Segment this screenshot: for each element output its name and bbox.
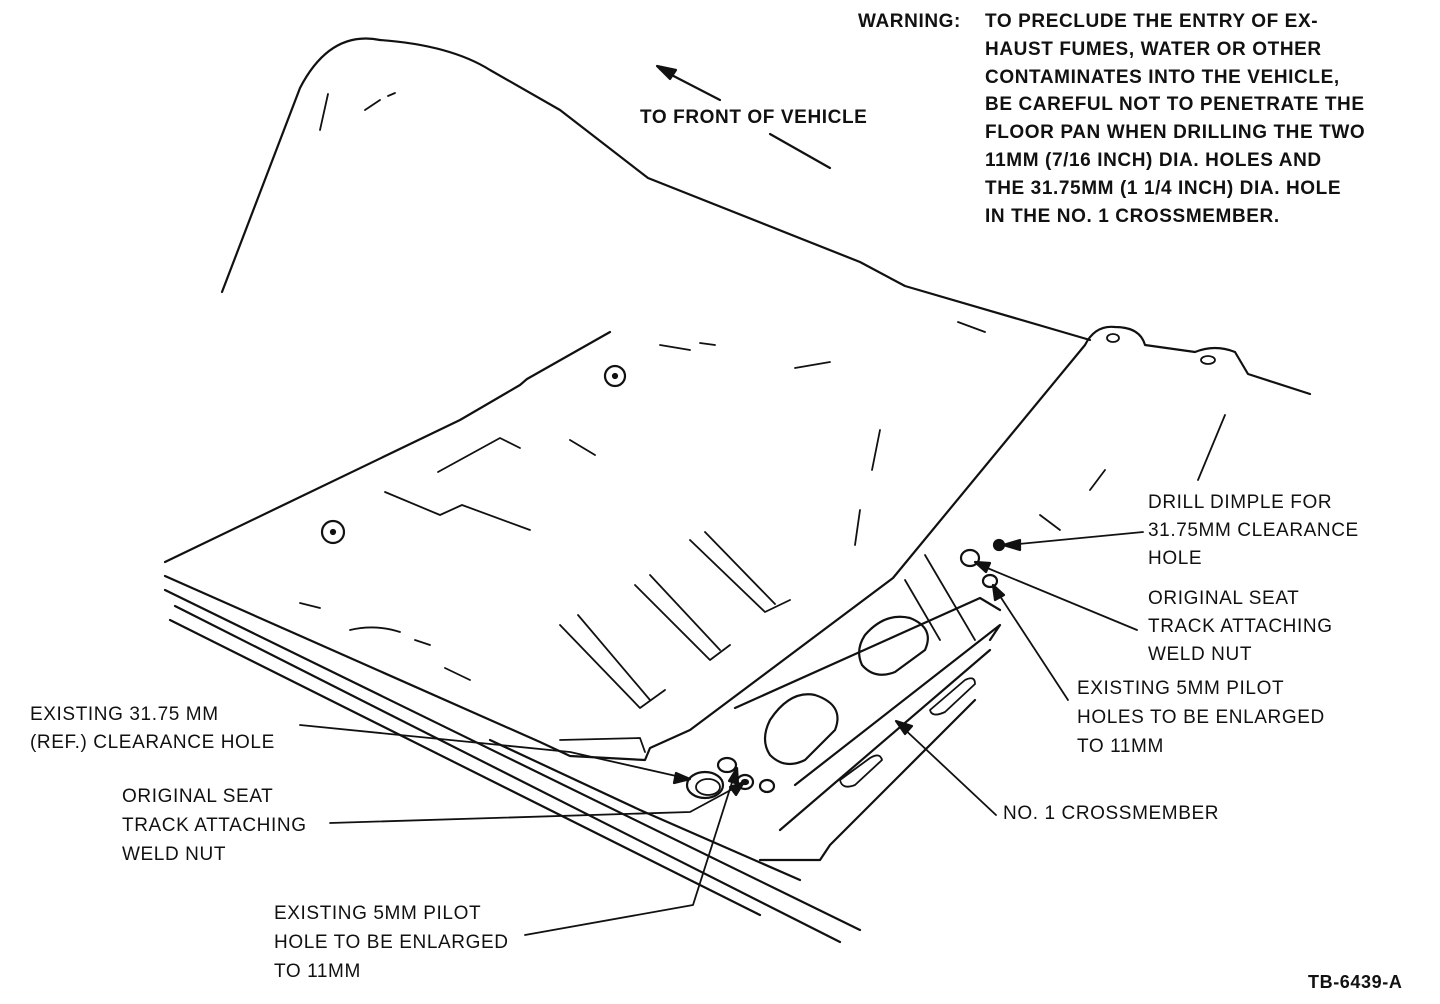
label-line: 31.75MM CLEARANCE xyxy=(1148,520,1359,541)
front-arrow-head xyxy=(657,66,676,79)
leader-drill-dimple xyxy=(1008,532,1143,545)
label-line: WELD NUT xyxy=(1148,644,1253,665)
crossmember-bottom xyxy=(760,700,975,860)
label-line: TRACK ATTACHING xyxy=(1148,616,1333,637)
leader-pilot-right xyxy=(996,590,1068,700)
label-line: TO 11MM xyxy=(1077,736,1164,757)
label-line: HOLE TO BE ENLARGED xyxy=(274,932,509,953)
floor-pan-edge xyxy=(165,332,610,562)
to-front-label: TO FRONT OF VEHICLE xyxy=(640,107,868,128)
leader-orig-seat-right xyxy=(980,565,1137,630)
arrow-drill-dimple xyxy=(1003,540,1020,550)
label-line: EXISTING 31.75 MM xyxy=(30,704,219,725)
label-line: TO 11MM xyxy=(274,961,361,982)
pilot-hole-left xyxy=(718,758,736,772)
label-line: DRILL DIMPLE FOR xyxy=(1148,492,1333,513)
weld-nut-right xyxy=(983,575,997,587)
floor-sill-line-1 xyxy=(165,590,860,930)
rib-3 xyxy=(560,625,665,708)
weld-nut-left-2 xyxy=(760,780,774,792)
leader-existing-clearance xyxy=(300,725,685,778)
warning-line: CONTAMINATES INTO THE VEHICLE, xyxy=(985,66,1340,88)
label-line: TRACK ATTACHING xyxy=(122,815,307,836)
label-line: HOLE xyxy=(1148,548,1203,569)
crossmember-flange xyxy=(780,650,990,830)
rib-5 xyxy=(635,585,730,660)
pilot-hole-left-label xyxy=(274,899,509,986)
tunnel-inner-line xyxy=(320,94,328,130)
original-seat-left-label xyxy=(122,782,307,869)
pilot-holes-right-label xyxy=(1077,674,1325,761)
floor-sill-line-2 xyxy=(175,606,840,942)
warning-line: BE CAREFUL NOT TO PENETRATE THE xyxy=(985,94,1365,116)
label-line: WELD NUT xyxy=(122,844,227,865)
label-line: ORIGINAL SEAT xyxy=(122,786,274,807)
rib-6 xyxy=(650,575,720,650)
arrow-orig-seat-right xyxy=(975,562,990,572)
existing-clearance-label xyxy=(30,701,275,757)
warning-line: IN THE NO. 1 CROSSMEMBER. xyxy=(985,205,1280,227)
rib-4 xyxy=(578,615,650,700)
warning-line: TO PRECLUDE THE ENTRY OF EX- xyxy=(985,11,1319,32)
rib-15 xyxy=(1040,515,1060,530)
label-line: (REF.) CLEARANCE HOLE xyxy=(30,732,275,753)
tunnel-outline xyxy=(222,39,1090,340)
rib-9 xyxy=(350,627,430,645)
label-line: ORIGINAL SEAT xyxy=(1148,588,1300,609)
rib-2 xyxy=(438,438,520,472)
warning-text xyxy=(985,8,1365,230)
rib-14 xyxy=(1090,415,1225,490)
rear-tab-hole-2 xyxy=(1201,356,1215,364)
figure-id: TB-6439-A xyxy=(1308,972,1403,992)
rib-13 xyxy=(855,430,880,545)
label-line: EXISTING 5MM PILOT xyxy=(1077,678,1285,699)
rear-tab-hole xyxy=(1107,334,1119,342)
floor-plug-2-dot xyxy=(331,530,335,534)
front-arrow-tail xyxy=(770,134,830,168)
seat-riser-step xyxy=(560,738,645,752)
warning-line: HAUST FUMES, WATER OR OTHER xyxy=(985,38,1322,60)
rib-12 xyxy=(795,322,985,368)
label-line: HOLES TO BE ENLARGED xyxy=(1077,707,1325,728)
drill-dimple-label xyxy=(1148,489,1359,573)
leader-crossmember xyxy=(900,725,996,815)
original-seat-right-label xyxy=(1148,585,1333,669)
crossmember-slot-1 xyxy=(765,694,838,764)
clearance-hole-inner xyxy=(696,779,720,795)
warning-line: 11MM (7/16 INCH) DIA. HOLES AND xyxy=(985,149,1322,171)
rib-1 xyxy=(385,492,530,530)
warning-line: THE 31.75MM (1 1/4 INCH) DIA. HOLE xyxy=(985,177,1342,199)
arrow-pilot-right xyxy=(993,585,1004,600)
warning-heading: WARNING: xyxy=(858,11,961,32)
label-line: EXISTING 5MM PILOT xyxy=(274,903,482,924)
rib-11 xyxy=(570,343,715,455)
floor-sill-line-3 xyxy=(170,620,760,915)
crossmember-label: NO. 1 CROSSMEMBER xyxy=(1003,803,1220,824)
warning-line: FLOOR PAN WHEN DRILLING THE TWO xyxy=(985,122,1366,144)
tunnel-inner-dash xyxy=(365,93,395,110)
floor-plug-1-dot xyxy=(613,374,617,378)
leader-orig-seat-left xyxy=(330,785,740,823)
rib-8 xyxy=(705,532,775,604)
rib-7 xyxy=(690,540,790,612)
